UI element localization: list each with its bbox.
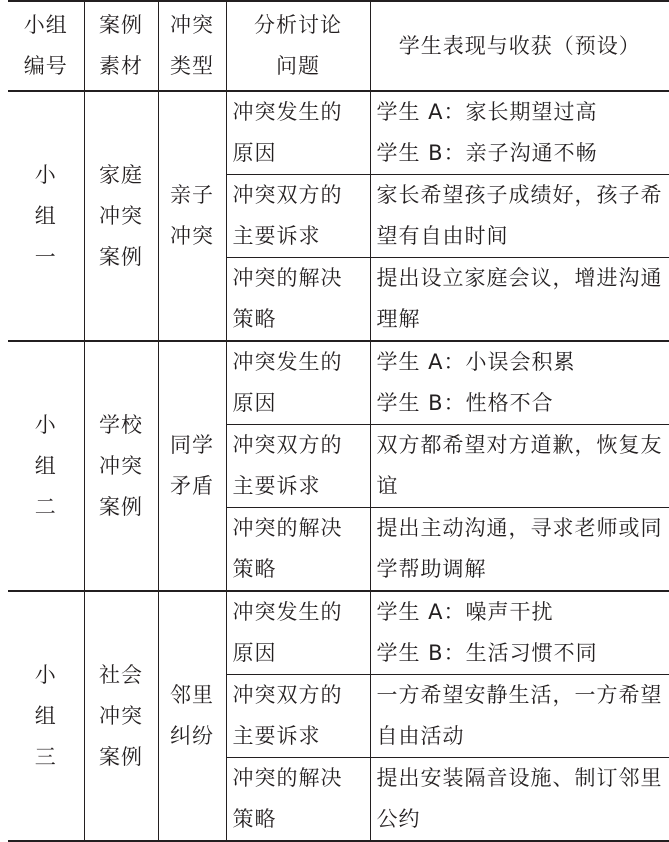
question-cell: 冲突双方的主要诉求 xyxy=(226,175,370,258)
question-cell: 冲突双方的主要诉求 xyxy=(226,425,370,508)
header-row xyxy=(8,1,669,91)
question-cell: 冲突的解决策略 xyxy=(226,258,370,342)
answer-cell: 提出主动沟通，寻求老师或同学帮助调解 xyxy=(370,508,669,592)
group-material: 家庭冲突案例 xyxy=(84,91,158,341)
question-cell: 冲突发生的原因 xyxy=(226,91,370,175)
answer-cell: 双方都希望对方道歉，恢复友谊 xyxy=(370,425,669,508)
header-conflict-type: 冲突类型 xyxy=(158,1,226,91)
table-row xyxy=(8,341,669,425)
answer-cell: 提出设立家庭会议，增进沟通理解 xyxy=(370,258,669,342)
group-name: 小组一 xyxy=(8,91,84,341)
group-material: 学校冲突案例 xyxy=(84,341,158,591)
question-cell: 冲突发生的原因 xyxy=(226,591,370,675)
question-cell: 冲突发生的原因 xyxy=(226,341,370,425)
table-row xyxy=(8,591,669,675)
group-material: 社会冲突案例 xyxy=(84,591,158,841)
group-conflict-type: 邻里纠纷 xyxy=(158,591,226,841)
answer-cell: 学生 A：家长期望过高 学生 B：亲子沟通不畅 xyxy=(370,91,669,175)
header-material: 案例素材 xyxy=(84,1,158,91)
question-cell: 冲突的解决策略 xyxy=(226,508,370,592)
answer-cell: 学生 A：噪声干扰 学生 B：生活习惯不同 xyxy=(370,591,669,675)
group-conflict-type: 亲子冲突 xyxy=(158,91,226,341)
answer-cell: 学生 A：小误会积累 学生 B：性格不合 xyxy=(370,341,669,425)
conflict-analysis-table xyxy=(8,0,669,842)
header-result: 学生表现与收获（预设） xyxy=(370,1,669,91)
question-cell: 冲突的解决策略 xyxy=(226,758,370,842)
header-group-no: 小组编号 xyxy=(8,1,84,91)
header-question: 分析讨论问题 xyxy=(226,1,370,91)
answer-cell: 家长希望孩子成绩好，孩子希望有自由时间 xyxy=(370,175,669,258)
answer-cell: 一方希望安静生活，一方希望自由活动 xyxy=(370,675,669,758)
group-name: 小组三 xyxy=(8,591,84,841)
answer-cell: 提出安装隔音设施、制订邻里公约 xyxy=(370,758,669,842)
question-cell: 冲突双方的主要诉求 xyxy=(226,675,370,758)
group-name: 小组二 xyxy=(8,341,84,591)
table-row xyxy=(8,91,669,175)
group-conflict-type: 同学矛盾 xyxy=(158,341,226,591)
